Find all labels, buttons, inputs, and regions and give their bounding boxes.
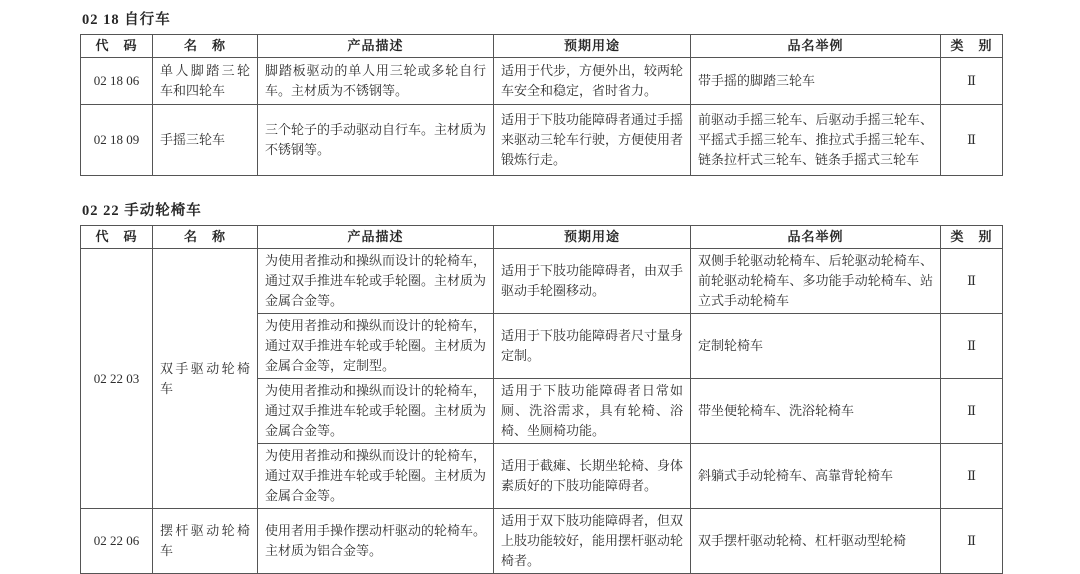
column-header-name: 名 称 [153, 35, 258, 58]
header-row [81, 35, 1003, 58]
column-header-examples: 品名举例 [691, 226, 941, 249]
cell-examples: 前驱动手摇三轮车、后驱动手摇三轮车、平摇式手摇三轮车、推拉式手摇三轮车、链条拉杆式三轮车、链条手摇式三轮车 [691, 105, 941, 176]
section-title-wheelchair: 02 22 手动轮椅车 [82, 203, 202, 219]
cell-code: 02 22 06 [81, 509, 153, 574]
table-row [81, 249, 1003, 314]
column-header-name: 名 称 [153, 226, 258, 249]
cell-use: 适用于下肢功能障碍者日常如厕、洗浴需求，具有轮椅、浴椅、坐厕椅功能。 [494, 379, 691, 444]
cell-use: 适用于截瘫、长期坐轮椅、身体素质好的下肢功能障碍者。 [494, 444, 691, 509]
cell-examples: 带手摇的脚踏三轮车 [691, 58, 941, 105]
table-wheelchair [80, 225, 1003, 574]
cell-class: Ⅱ [941, 444, 1003, 509]
cell-desc: 脚踏板驱动的单人用三轮或多轮自行车。主材质为不锈钢等。 [258, 58, 494, 105]
cell-code: 02 22 03 [81, 249, 153, 509]
cell-examples: 斜躺式手动轮椅车、高靠背轮椅车 [691, 444, 941, 509]
cell-examples: 双手摆杆驱动轮椅、杠杆驱动型轮椅 [691, 509, 941, 574]
cell-desc: 使用者用手操作摆动杆驱动的轮椅车。主材质为铝合金等。 [258, 509, 494, 574]
column-header-use: 预期用途 [494, 226, 691, 249]
table-row [81, 58, 1003, 105]
section-title-bicycle: 02 18 自行车 [82, 12, 171, 28]
cell-class: Ⅱ [941, 249, 1003, 314]
cell-desc: 为使用者推动和操纵而设计的轮椅车，通过双手推进车轮或手轮圈。主材质为金属合金等。 [258, 379, 494, 444]
cell-use: 适用于代步，方便外出，较两轮车安全和稳定，省时省力。 [494, 58, 691, 105]
cell-use: 适用于下肢功能障碍者尺寸量身定制。 [494, 314, 691, 379]
column-header-code: 代 码 [81, 35, 153, 58]
cell-class: Ⅱ [941, 105, 1003, 176]
cell-class: Ⅱ [941, 379, 1003, 444]
column-header-desc: 产品描述 [258, 35, 494, 58]
table-row [81, 509, 1003, 574]
cell-name: 单人脚踏三轮车和四轮车 [153, 58, 258, 105]
cell-examples: 定制轮椅车 [691, 314, 941, 379]
cell-examples: 带坐便轮椅车、洗浴轮椅车 [691, 379, 941, 444]
cell-use: 适用于下肢功能障碍者通过手摇来驱动三轮车行驶，方便使用者锻炼行走。 [494, 105, 691, 176]
cell-code: 02 18 09 [81, 105, 153, 176]
column-header-examples: 品名举例 [691, 35, 941, 58]
cell-desc: 三个轮子的手动驱动自行车。主材质为不锈钢等。 [258, 105, 494, 176]
table-bicycle [80, 34, 1003, 176]
cell-class: Ⅱ [941, 58, 1003, 105]
cell-name: 摆杆驱动轮椅车 [153, 509, 258, 574]
column-header-desc: 产品描述 [258, 226, 494, 249]
cell-examples: 双侧手轮驱动轮椅车、后轮驱动轮椅车、前轮驱动轮椅车、多功能手动轮椅车、站立式手动轮椅车 [691, 249, 941, 314]
column-header-class: 类 别 [941, 226, 1003, 249]
cell-use: 适用于下肢功能障碍者，由双手驱动手轮圈移动。 [494, 249, 691, 314]
column-header-use: 预期用途 [494, 35, 691, 58]
cell-class: Ⅱ [941, 314, 1003, 379]
cell-name: 双手驱动轮椅车 [153, 249, 258, 509]
cell-use: 适用于双下肢功能障碍者，但双上肢功能较好，能用摆杆驱动轮椅者。 [494, 509, 691, 574]
cell-code: 02 18 06 [81, 58, 153, 105]
cell-name: 手摇三轮车 [153, 105, 258, 176]
table-row [81, 105, 1003, 176]
cell-desc: 为使用者推动和操纵而设计的轮椅车，通过双手推进车轮或手轮圈。主材质为金属合金等，定制型。 [258, 314, 494, 379]
column-header-code: 代 码 [81, 226, 153, 249]
cell-desc: 为使用者推动和操纵而设计的轮椅车，通过双手推进车轮或手轮圈。主材质为金属合金等。 [258, 249, 494, 314]
column-header-class: 类 别 [941, 35, 1003, 58]
cell-class: Ⅱ [941, 509, 1003, 574]
cell-desc: 为使用者推动和操纵而设计的轮椅车，通过双手推进车轮或手轮圈。主材质为金属合金等。 [258, 444, 494, 509]
header-row [81, 226, 1003, 249]
